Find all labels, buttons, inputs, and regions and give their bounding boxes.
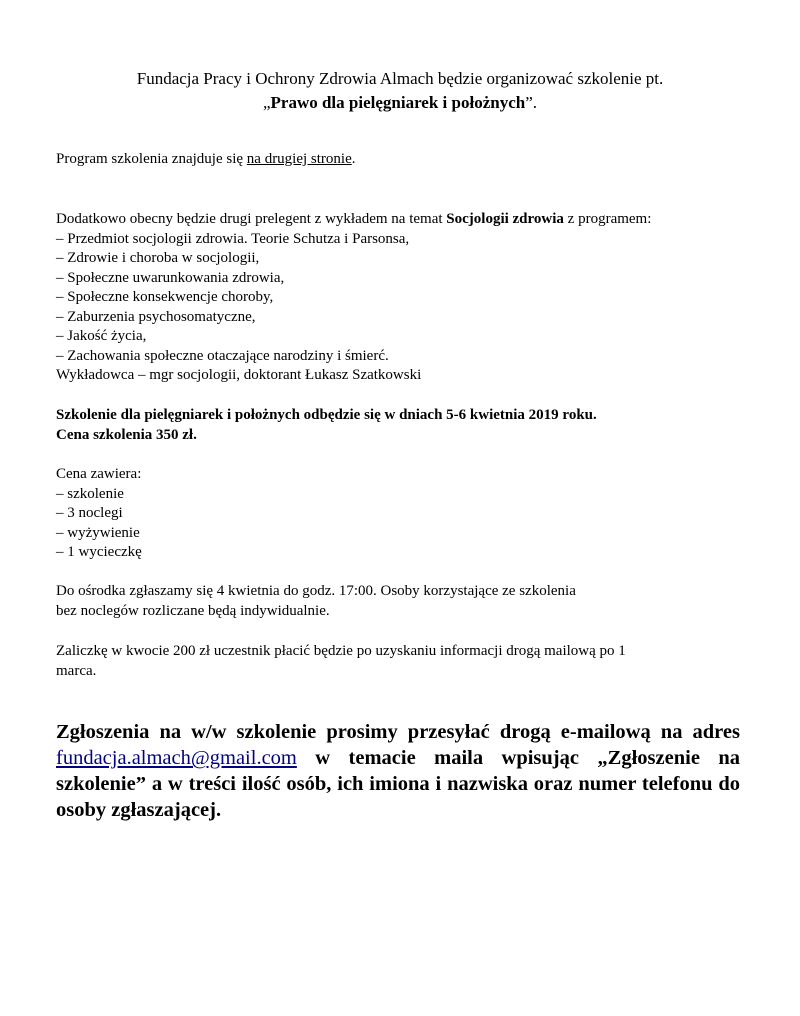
price-line: Cena szkolenia 350 zł. <box>56 426 197 443</box>
list-item: – Społeczne uwarunkowania zdrowia, <box>56 269 285 286</box>
email-link[interactable]: fundacja.almach@gmail.com <box>56 747 297 769</box>
header-line-1: Fundacja Pracy i Ochrony Zdrowia Almach będzie organizować szkolenie pt. <box>136 69 664 88</box>
dates-line: Szkolenie dla pielęgniarek i położnych odbędzie się w dniach 5-6 kwietnia 2019 roku. <box>56 407 597 423</box>
program-note-prefix: Program szkolenia znajduje się <box>56 151 247 167</box>
extra-intro-prefix: Dodatkowo obecny będzie drugi prelegent z wykładem na temat <box>56 211 447 227</box>
dates-section <box>56 406 744 445</box>
arrival-section <box>56 582 744 621</box>
quote-close: ”. <box>525 93 538 112</box>
arrival-line-1: Do ośrodka zgłaszamy się 4 kwietnia do godz. 17:00. Osoby korzystające ze szkolenia <box>56 583 576 599</box>
list-item: – wyżywienie <box>56 524 140 541</box>
list-item: – 1 wycieczkę <box>56 544 142 560</box>
price-includes-section <box>56 465 744 563</box>
list-item: – Przedmiot socjologii zdrowia. Teorie Schutza i Parsonsa, <box>56 230 410 247</box>
extra-intro-topic: Socjologii zdrowia <box>446 211 564 227</box>
callout-part-1: Zgłoszenia na w/w szkolenie prosimy przesyłać drogą e-mailową na adres <box>56 721 740 743</box>
list-item: – Zaburzenia psychosomatyczne, <box>56 308 256 325</box>
arrival-line-2: bez noclegów rozliczane będą indywidualnie. <box>56 602 330 619</box>
list-item: – Społeczne konsekwencje choroby, <box>56 289 274 305</box>
list-item: – Zdrowie i choroba w socjologii, <box>56 250 260 266</box>
document-header <box>56 67 744 115</box>
program-link[interactable]: na drugiej stronie <box>246 151 352 167</box>
extra-lecture-section <box>56 210 756 386</box>
quote-open: „ <box>262 93 271 112</box>
program-note-suffix: . <box>351 151 356 167</box>
price-includes-heading: Cena zawiera: <box>56 466 142 482</box>
deposit-line-1: Zaliczkę w kwocie 200 zł uczestnik płacić będzie po uzyskaniu informacji drogą mailową po 1 <box>56 643 626 659</box>
list-item: – Zachowania społeczne otaczające narodziny i śmierć. <box>56 347 389 364</box>
list-item: – 3 noclegi <box>56 505 123 521</box>
program-note <box>56 150 744 170</box>
extra-intro-suffix: z programem: <box>563 211 652 227</box>
training-title: Prawo dla pielęgniarek i położnych <box>270 93 526 112</box>
list-item: – Jakość życia, <box>56 328 147 344</box>
callout-part-2: w temacie maila wpisując „Zgłoszenie na szkolenie” a w treści ilość osób, ich imiona i nazwiska oraz numer telefonu do osoby zgłaszającej. <box>56 747 740 821</box>
deposit-section <box>56 642 744 681</box>
list-item: – szkolenie <box>56 485 124 502</box>
extra-intro <box>56 210 756 230</box>
registration-callout <box>56 719 740 823</box>
header-line-2 <box>56 91 744 115</box>
deposit-line-2: marca. <box>56 662 97 679</box>
lecturer-line: Wykładowca – mgr socjologii, doktorant Łukasz Szatkowski <box>56 367 422 383</box>
